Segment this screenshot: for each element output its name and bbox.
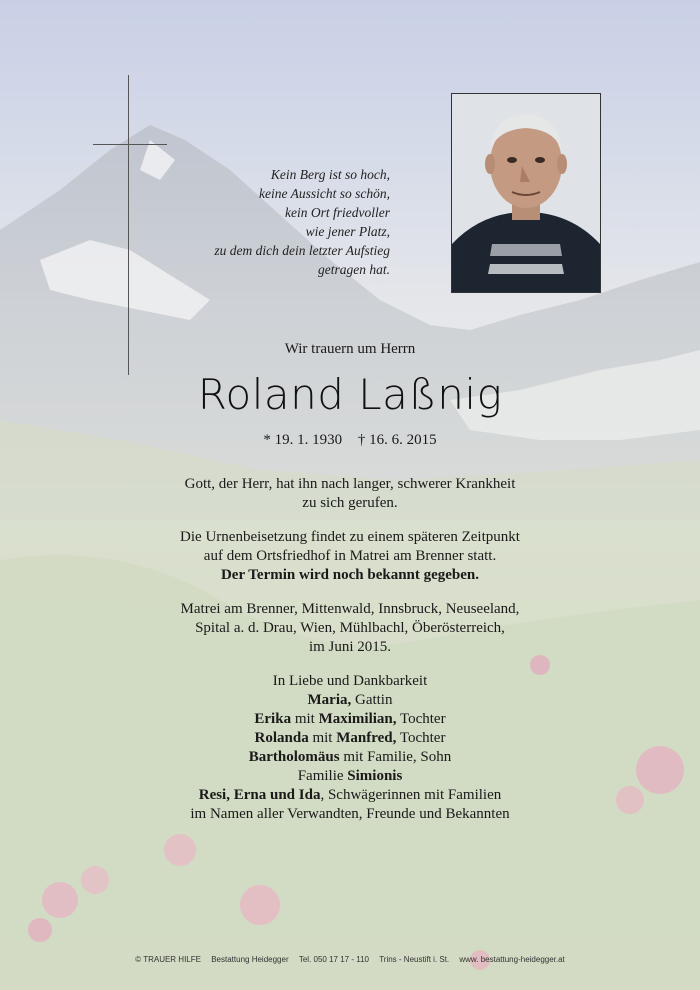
poem-line: zu dem dich dein letzter Aufstieg xyxy=(214,243,390,258)
footer-location: Trins - Neustift i. St. xyxy=(379,955,450,964)
memorial-poem xyxy=(150,165,390,279)
mourner-row xyxy=(0,786,700,805)
paragraph-places xyxy=(0,600,700,657)
mourner-row xyxy=(0,729,700,748)
poem-line: keine Aussicht so schön, xyxy=(259,186,390,201)
footer-website-link[interactable]: www. bestattung-heidegger.at xyxy=(459,955,565,964)
mourner-row xyxy=(0,748,700,767)
deceased-name: Roland Laßnig xyxy=(197,370,503,419)
portrait-photo xyxy=(451,93,601,293)
death-date: † 16. 6. 2015 xyxy=(357,432,437,448)
mourner-name: Simionis xyxy=(347,768,403,784)
mourner-connector: mit xyxy=(291,711,319,727)
mourner-relation: Gattin xyxy=(351,692,393,708)
life-dates xyxy=(0,432,700,449)
mourner-relation: Tochter xyxy=(396,711,446,727)
text-line: Matrei am Brenner, Mittenwald, Innsbruck, Neuseeland, xyxy=(180,601,520,617)
text-line: auf dem Ortsfriedhof in Matrei am Brenner statt. xyxy=(203,548,497,564)
funeral-home-footer xyxy=(0,955,700,964)
mourners-list xyxy=(0,672,700,824)
cross-horizontal-bar xyxy=(93,144,167,145)
mourner-relation: mit Familie, Sohn xyxy=(339,749,452,765)
text-line-bold: Der Termin wird noch bekannt gegeben. xyxy=(220,567,480,583)
poem-line: Kein Berg ist so hoch, xyxy=(270,167,390,182)
mourner-name: Rolanda xyxy=(254,730,309,746)
mourners-heading: In Liebe und Dankbarkeit xyxy=(272,673,428,689)
mourner-partner: Manfred, xyxy=(336,730,397,746)
mourner-row xyxy=(0,710,700,729)
mourners-closing: im Namen aller Verwandten, Freunde und Bekannten xyxy=(190,806,510,822)
mourner-name: Resi, Erna und Ida xyxy=(198,787,321,803)
text-line: im Juni 2015. xyxy=(308,639,392,655)
poem-line: getragen hat. xyxy=(318,262,390,277)
cross-vertical-bar xyxy=(128,75,129,375)
mourner-prefix: Familie xyxy=(297,768,348,784)
mourner-relation: Tochter xyxy=(396,730,446,746)
intro-line: Wir trauern um Herrn xyxy=(284,341,416,357)
birth-date: * 19. 1. 1930 xyxy=(263,432,343,448)
mourner-name: Maria, xyxy=(307,692,352,708)
text-line: Spital a. d. Drau, Wien, Mühlbachl, Öberösterreich, xyxy=(195,620,505,636)
text-line: zu sich gerufen. xyxy=(302,495,398,511)
mourner-name: Bartholomäus xyxy=(248,749,340,765)
footer-brand: © TRAUER HILFE xyxy=(135,955,201,964)
mourner-row xyxy=(0,691,700,710)
mourner-row xyxy=(0,767,700,786)
mourner-name: Erika xyxy=(254,711,292,727)
footer-company: Bestattung Heidegger xyxy=(211,955,289,964)
paragraph-burial xyxy=(0,528,700,585)
mourner-partner: Maximilian, xyxy=(318,711,397,727)
mourner-connector: mit xyxy=(308,730,337,746)
obituary-text xyxy=(0,475,700,824)
poem-line: kein Ort friedvoller xyxy=(285,205,390,220)
poem-line: wie jener Platz, xyxy=(305,224,390,239)
text-line: Gott, der Herr, hat ihn nach langer, schwerer Krankheit xyxy=(184,476,516,492)
mourner-relation: , Schwägerinnen mit Familien xyxy=(320,787,502,803)
text-line: Die Urnenbeisetzung findet zu einem späteren Zeitpunkt xyxy=(180,529,520,545)
paragraph-death-notice xyxy=(0,475,700,513)
footer-phone: Tel. 050 17 17 - 110 xyxy=(298,955,369,964)
